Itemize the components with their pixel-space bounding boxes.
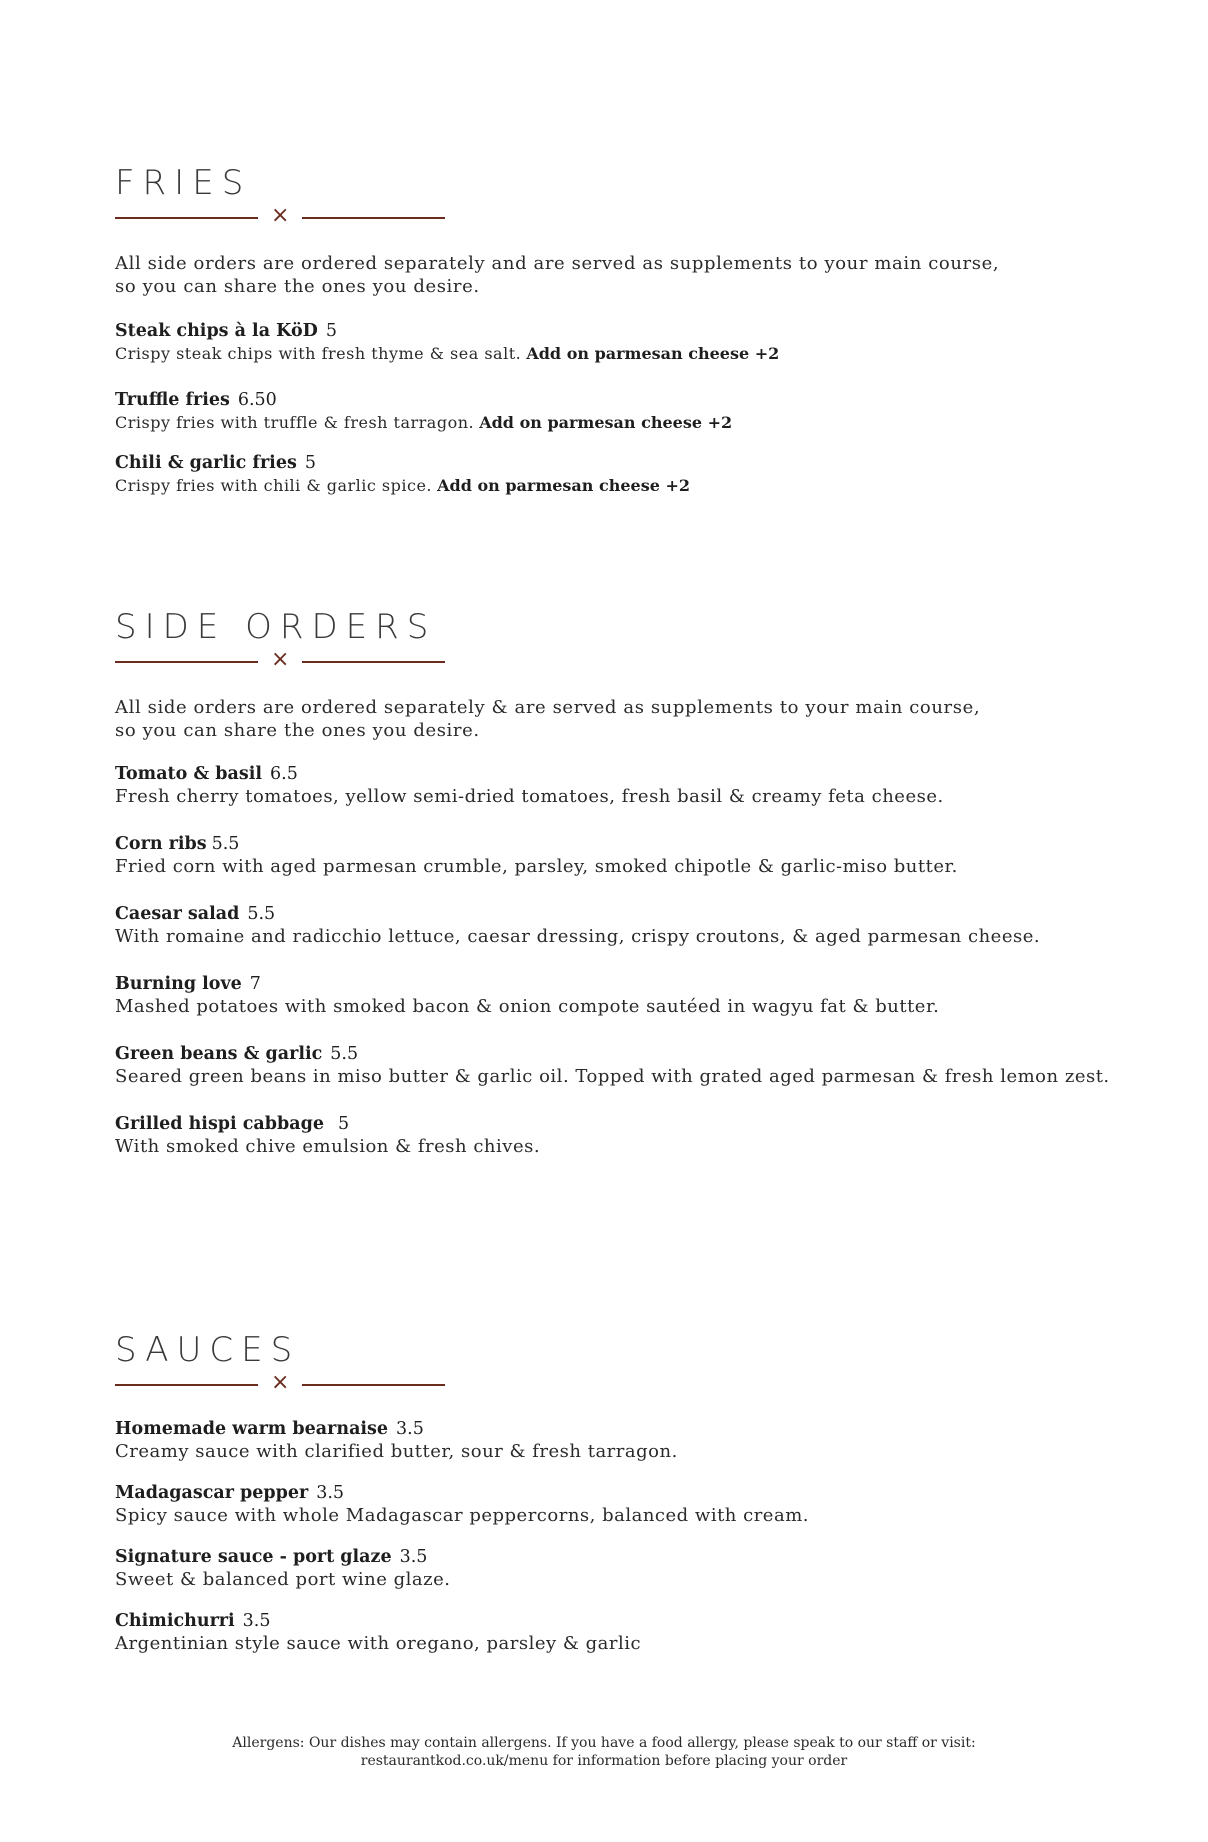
divider-line-right — [302, 661, 445, 663]
item-name: Truffle fries — [115, 390, 230, 410]
item-price: 3.5 — [316, 1483, 345, 1503]
item-desc: Crispy steak chips with fresh thyme & sea salt. — [115, 344, 522, 363]
item-name: Steak chips à la KöD — [115, 321, 318, 341]
item-name: Homemade warm bearnaise — [115, 1419, 389, 1439]
side-orders-intro-block — [115, 696, 1115, 742]
menu-item — [115, 389, 732, 435]
menu-item — [115, 320, 779, 366]
fries-intro: All side orders are ordered separately and are served as supplements to your main course, so you can share the ones you desire. — [115, 253, 1000, 297]
footer-line-2: restaurantkod.co.uk/menu for information before placing your order — [360, 1753, 848, 1769]
divider-line-right — [302, 1384, 445, 1386]
item-addon: Add on parmesan cheese +2 — [437, 476, 691, 495]
item-price: 6.50 — [237, 390, 277, 410]
item-name: Chimichurri — [115, 1611, 235, 1631]
item-desc: Fresh cherry tomatoes, yellow semi-dried tomatoes, fresh basil & creamy feta cheese. — [115, 786, 944, 807]
item-desc: Crispy fries with truffle & fresh tarragon. — [115, 413, 475, 432]
item-name: Corn ribs — [115, 834, 207, 854]
cross-icon: × — [271, 203, 290, 228]
item-desc: With smoked chive emulsion & fresh chives. — [115, 1136, 541, 1157]
menu-item — [115, 1113, 540, 1159]
item-desc: Sweet & balanced port wine glaze. — [115, 1569, 451, 1590]
menu-item — [115, 973, 939, 1019]
menu-item — [115, 452, 690, 498]
item-desc: Fried corn with aged parmesan crumble, parsley, smoked chipotle & garlic-miso butter. — [115, 856, 958, 877]
item-name: Caesar salad — [115, 904, 240, 924]
item-name: Green beans & garlic — [115, 1044, 323, 1064]
item-price: 5.5 — [211, 834, 240, 854]
item-price: 5.5 — [247, 904, 276, 924]
sauces-divider — [115, 1370, 445, 1395]
divider-line-right — [302, 217, 445, 219]
item-price: 3.5 — [242, 1611, 271, 1631]
sauces-title: SAUCES — [115, 1330, 301, 1370]
item-price: 3.5 — [396, 1419, 424, 1439]
item-name: Tomato & basil — [115, 764, 263, 784]
item-desc: Seared green beans in miso butter & garlic oil. Topped with grated aged parmesan & fresh lemon zest. — [115, 1066, 1110, 1087]
item-desc: Argentinian style sauce with oregano, parsley & garlic — [115, 1633, 642, 1654]
menu-item — [115, 1043, 1110, 1089]
item-desc: Creamy sauce with clarified butter, sour & fresh tarragon. — [115, 1441, 678, 1462]
item-price: 7 — [249, 974, 261, 994]
fries-title: FRIES — [115, 163, 252, 203]
side-orders-intro: All side orders are ordered separately & are served as supplements to your main course, so you can share the ones you desire. — [115, 697, 981, 741]
divider-line-left — [115, 661, 258, 663]
item-name: Signature sauce - port glaze — [115, 1547, 392, 1567]
fries-intro-block — [115, 252, 1115, 298]
item-price: 5 — [304, 453, 316, 473]
menu-item — [115, 833, 958, 879]
item-desc: With romaine and radicchio lettuce, caesar dressing, crispy croutons, & aged parmesan cheese. — [115, 926, 1041, 947]
item-name: Grilled hispi cabbage — [115, 1114, 324, 1134]
sauces-section — [115, 1330, 1115, 1394]
cross-icon: × — [271, 1370, 290, 1395]
item-price: 6.5 — [270, 764, 298, 784]
item-price: 5 — [337, 1114, 350, 1134]
side-orders-section — [115, 607, 1115, 671]
item-desc: Spicy sauce with whole Madagascar peppercorns, balanced with cream. — [115, 1505, 809, 1526]
item-name: Madagascar pepper — [115, 1483, 309, 1503]
item-desc: Mashed potatoes with smoked bacon & onion compote sautéed in wagyu fat & butter. — [115, 996, 940, 1017]
menu-item — [115, 763, 944, 809]
item-desc: Crispy fries with chili & garlic spice. — [115, 476, 432, 495]
allergen-footer — [0, 1734, 1208, 1770]
item-price: 5 — [325, 321, 337, 341]
menu-item — [115, 1418, 678, 1464]
item-price: 5.5 — [330, 1044, 359, 1064]
divider-line-left — [115, 1384, 258, 1386]
side-orders-divider — [115, 647, 445, 672]
item-price: 3.5 — [399, 1547, 428, 1567]
menu-item — [115, 903, 1040, 949]
menu-item — [115, 1546, 450, 1592]
item-name: Chili & garlic fries — [115, 453, 297, 473]
item-addon: Add on parmesan cheese +2 — [479, 413, 733, 432]
menu-item — [115, 1610, 641, 1656]
fries-divider — [115, 203, 445, 228]
menu-item — [115, 1482, 809, 1528]
item-addon: Add on parmesan cheese +2 — [526, 344, 780, 363]
fries-section — [115, 163, 1115, 227]
item-name: Burning love — [115, 974, 242, 994]
cross-icon: × — [271, 647, 290, 672]
divider-line-left — [115, 217, 258, 219]
side-orders-title: SIDE ORDERS — [115, 607, 437, 647]
footer-line-1: Allergens: Our dishes may contain allergens. If you have a food allergy, please speak to our staff or visit: — [232, 1735, 976, 1751]
